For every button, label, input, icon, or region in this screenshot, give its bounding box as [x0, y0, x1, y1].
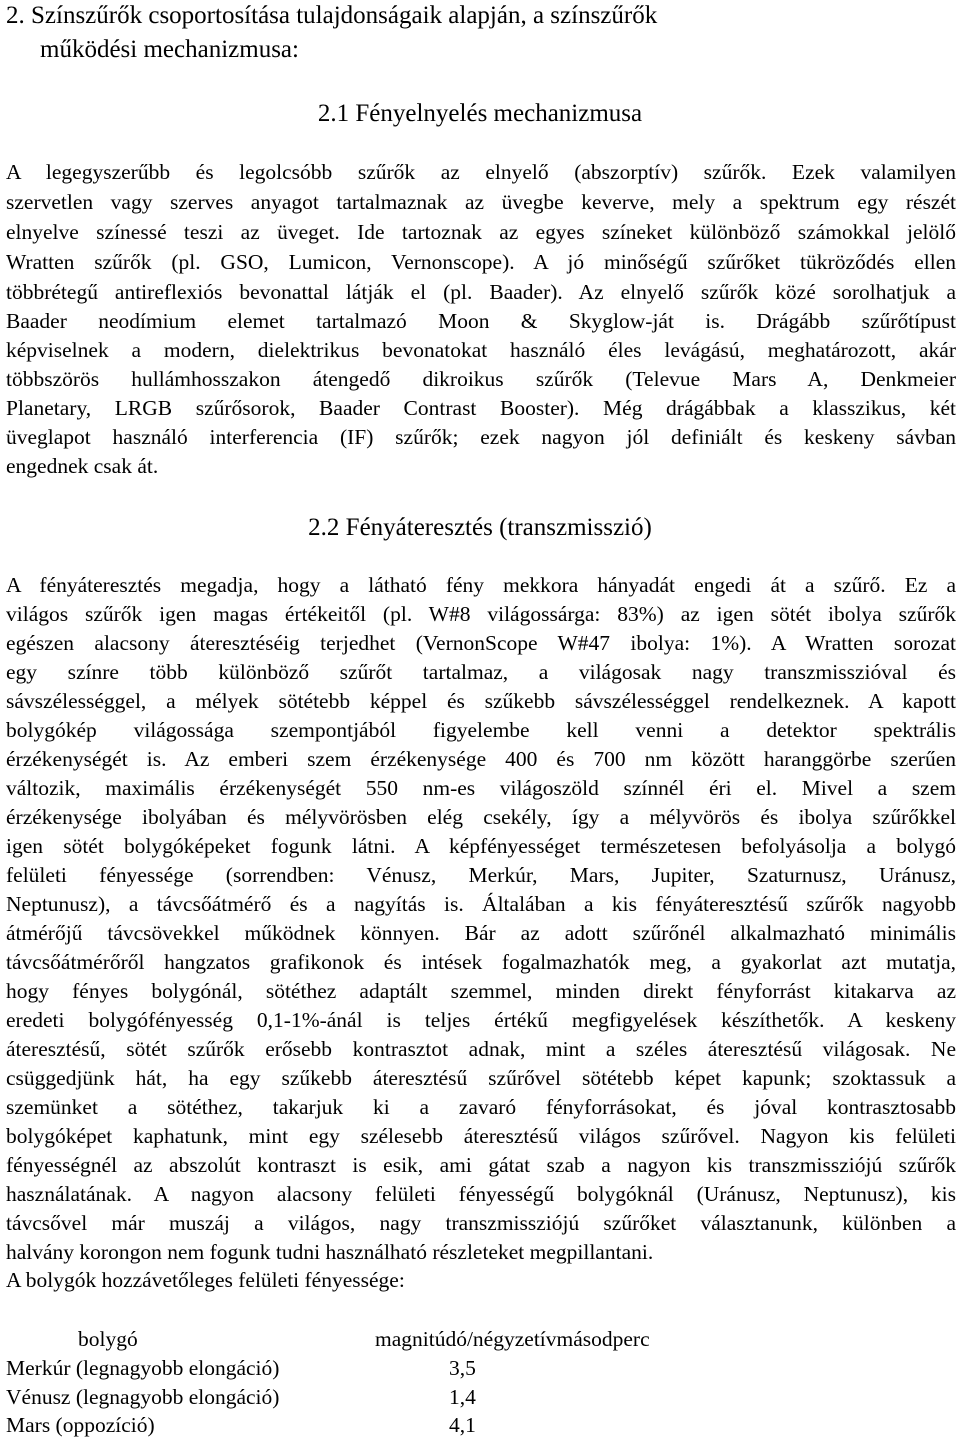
- paragraph-line: használatának. A nagyon alacsony felületi fényességű bolygóknál (Uránusz, Neptunusz), kis: [6, 1182, 956, 1206]
- paragraph-line: változik, maximális érzékenységét 550 nm-es világoszöld színnél éri el. Mivel a szem: [6, 776, 956, 800]
- table-cell-planet: Mars (oppozíció): [6, 1413, 155, 1437]
- table-header-magnitude: magnitúdó/négyzetívmásodperc: [375, 1327, 650, 1351]
- paragraph-line: fényességnél az abszolút kontraszt is esik, ami gátat szab a nagyon kis transzmissziójú szűrők: [6, 1153, 956, 1177]
- paragraph-line: bolygóképet kaphatunk, mint egy szélesebb áteresztésű világos szűrővel. Nagyon kis felületi: [6, 1124, 956, 1148]
- paragraph-line: többrétegű antireflexiós bevonattal látják el (pl. Baader). Az elnyelő szűrők közé sorolhatjuk a: [6, 280, 956, 304]
- paragraph-line: csüggedjünk hát, ha egy szűkebb áteresztésű szűrővel sötétebb képet kapunk; szoktassuk a: [6, 1066, 956, 1090]
- paragraph-line: hogy fényes bolygónál, sötéthez adaptált szemmel, minden direkt fényforrást kitakarva az: [6, 979, 956, 1003]
- table-cell-planet: Merkúr (legnagyobb elongáció): [6, 1356, 280, 1380]
- paragraph-line: távcsővel már muszáj a világos, nagy transzmissziójú szűrőket választanunk, különben a: [6, 1211, 956, 1235]
- paragraph-line: Baader neodímium elemet tartalmazó Moon & Skyglow-ját is. Drágább szűrőtípust: [6, 309, 956, 333]
- paragraph-line: szemünket a sötéthez, takarjuk ki a zavaró fényforrásokat, és jóval kontrasztosabb: [6, 1095, 956, 1119]
- paragraph-line: sávszélességgel, a mélyek sötétebb képpel és szűkebb sávszélességgel rendelkeznek. A kapott: [6, 689, 956, 713]
- paragraph-line: átmérőjű távcsövekkel működnek könnyen. Bár az adott szűrőnél alkalmazható minimális: [6, 921, 956, 945]
- paragraph-line: halvány korongon nem fogunk tudni használható részleteket megpillantani.: [6, 1240, 654, 1264]
- table-cell-planet: Vénusz (legnagyobb elongáció): [6, 1385, 280, 1409]
- paragraph-line: világos szűrők igen magas értékeitől (pl. W#8 világossárga: 83%) az igen sötét ibolya szűrők: [6, 602, 956, 626]
- paragraph-line: érzékenysége ibolyában és mélyvörösben elég csekély, így a mélyvörös és ibolya szűrőkkel: [6, 805, 956, 829]
- table-cell-value: 1,4: [449, 1385, 476, 1409]
- paragraph-line: egy színre több különböző szűrőt tartalmaz, a világosak nagy transzmisszióval és: [6, 660, 956, 684]
- paragraph-line: Neptunusz), a távcsőátmérő és a nagyítás is. Általában a kis fényáteresztésű szűrők nagyobb: [6, 892, 956, 916]
- paragraph-line: képviselnek a modern, dielektrikus bevonatokat használó éles levágású, meghatározott, akár: [6, 338, 956, 362]
- paragraph-line: eredeti bolygófényesség 0,1-1%-ánál is teljes értékű megfigyelések készíthetők. A keskeny: [6, 1008, 956, 1032]
- paragraph-line: A legegyszerűbb és legolcsóbb szűrők az elnyelő (abszorptív) szűrők. Ezek valamilyen: [6, 160, 956, 184]
- paragraph-line: egészen alacsony áteresztéséig terjedhet (VernonScope W#47 ibolya: 1%). A Wratten sorozat: [6, 631, 956, 655]
- paragraph-line: távcsőátmérőről hangzatos grafikonok és intések fogalmazhatók meg, a gyakorlat azt mutatja,: [6, 950, 956, 974]
- paragraph-line: üveglapot használó interferencia (IF) szűrők; ezek nagyon jól definiált és keskeny sávban: [6, 425, 956, 449]
- paragraph-line: A fényáteresztés megadja, hogy a látható fény mekkora hányadát engedi át a szűrő. Ez a: [6, 573, 956, 597]
- paragraph-line: szervetlen vagy szerves anyagot tartalmaznak az üvegbe keverve, mely a spektrum egy részét: [6, 190, 956, 214]
- paragraph-line: engednek csak át.: [6, 454, 159, 478]
- section-title-line-2: működési mechanizmusa:: [40, 36, 299, 63]
- paragraph-line: áteresztésű, sötét szűrők erősebb kontrasztot adnak, mint a széles áteresztésű világosak. Ne: [6, 1037, 956, 1061]
- paragraph-line: igen sötét bolygóképeket fogunk látni. A képfényességet természetesen befolyásolja a bolygó: [6, 834, 956, 858]
- subsection-title-2-2: 2.2 Fényáteresztés (transzmisszió): [308, 514, 652, 541]
- paragraph-line: bolygókép világossága szempontjából figyelembe kell venni a detektor spektrális: [6, 718, 956, 742]
- table-header-planet: bolygó: [78, 1327, 138, 1351]
- section-title-line-1: 2. Színszűrők csoportosítása tulajdonságaik alapján, a színszűrők: [6, 2, 658, 29]
- subsection-title-2-1: 2.1 Fényelnyelés mechanizmusa: [317, 100, 643, 127]
- paragraph-line: felületi fényessége (sorrendben: Vénusz, Merkúr, Mars, Jupiter, Szaturnusz, Uránusz,: [6, 863, 956, 887]
- paragraph-line: érzékenységét is. Az emberi szem érzékenysége 400 és 700 nm között haranggörbe szerűen: [6, 747, 956, 771]
- table-cell-value: 4,1: [449, 1413, 476, 1437]
- paragraph-line: többszörös hullámhosszakon átengedő dikroikus szűrők (Televue Mars A, Denkmeier: [6, 367, 956, 391]
- paragraph-line: elnyelve színessé teszi az üveget. Ide tartoznak az egyes színeket különböző számokkal jelölő: [6, 220, 956, 244]
- table-cell-value: 3,5: [449, 1356, 476, 1380]
- paragraph-line: Wratten szűrők (pl. GSO, Lumicon, Vernonscope). A jó minőségű szűrőket tükröződés ellen: [6, 250, 956, 274]
- paragraph-line: Planetary, LRGB szűrősorok, Baader Contrast Booster). Még drágábbak a klasszikus, két: [6, 396, 956, 420]
- paragraph-line: A bolygók hozzávetőleges felületi fényessége:: [6, 1268, 405, 1292]
